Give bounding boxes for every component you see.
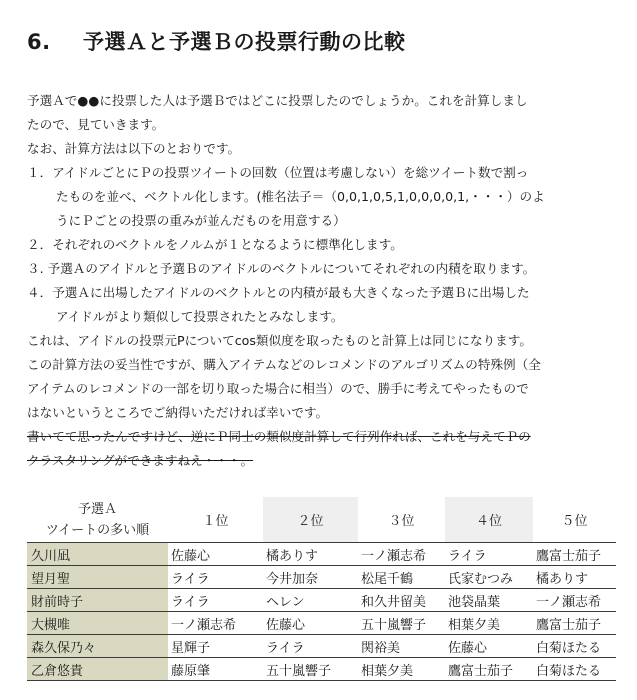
table-row bbox=[27, 589, 616, 612]
table-cell: 鷹富士茄子 bbox=[533, 543, 616, 566]
row-idol-name: 乙倉悠貴 bbox=[27, 658, 168, 681]
table-cell: 佐藤心 bbox=[168, 543, 263, 566]
list-item-1: １．アイドルごとにＰの投票ツイートの回数（位置は考慮しない）を総ツイート数で割っ bbox=[27, 165, 529, 180]
ranking-table bbox=[27, 497, 616, 681]
list-item-1-cont: うにＰごとの投票の重みが並んだものを用意する） bbox=[56, 213, 346, 228]
table-row bbox=[27, 612, 616, 635]
struck-line: 書いてて思ったんですけど、逆にＰ同士の類似度計算して行列作れば、これを与えてＰの bbox=[27, 429, 531, 444]
body-line: たので、見ていきます。 bbox=[27, 117, 165, 132]
list-item-2: ２．それぞれのベクトルをノルムが１となるように標準化します。 bbox=[27, 237, 403, 252]
row-idol-name: 久川凪 bbox=[27, 543, 168, 566]
table-cell: ライラ bbox=[263, 635, 358, 658]
table-cell: 五十嵐響子 bbox=[358, 612, 445, 635]
table-cell: 池袋晶葉 bbox=[445, 589, 533, 612]
body-line: この計算方法の妥当性ですが、購入アイテムなどのレコメンドのアルゴリズムの特殊例（全 bbox=[27, 357, 541, 372]
table-cell: 相葉夕美 bbox=[358, 658, 445, 681]
table-cell: 和久井留美 bbox=[358, 589, 445, 612]
row-idol-name: 森久保乃々 bbox=[27, 635, 168, 658]
table-cell: ライラ bbox=[168, 566, 263, 589]
table-cell: 一ノ瀬志希 bbox=[358, 543, 445, 566]
list-item-4-cont: アイドルがより類似して投票されたとみなします。 bbox=[56, 309, 344, 324]
table-cell: 松尾千鶴 bbox=[358, 566, 445, 589]
table-row bbox=[27, 543, 616, 566]
table-row bbox=[27, 635, 616, 658]
struck-line: クラスタリングができますねえ・・・。 bbox=[27, 453, 254, 468]
list-item-1-cont: たものを並べ、ベクトル化します。(椎名法子＝（0,0,1,0,5,1,0,0,0,0,1,・・・）のよ bbox=[56, 189, 545, 204]
body-line: はないというところでご納得いただければ幸いです。 bbox=[27, 405, 329, 420]
list-item-3: ３. 予選Ａのアイドルと予選Ｂのアイドルのベクトルについてそれぞれの内積を取ります。 bbox=[27, 261, 536, 276]
body-line: 予選Ａで●●に投票した人は予選Ｂではどこに投票したのでしょうか。これを計算しまし bbox=[27, 93, 528, 108]
table-cell: 橘ありす bbox=[533, 566, 616, 589]
table-cell: ヘレン bbox=[263, 589, 358, 612]
column-header-rank-3: ３位 bbox=[388, 514, 415, 529]
row-idol-name: 財前時子 bbox=[27, 589, 168, 612]
column-header-rank-4: ４位 bbox=[445, 497, 533, 543]
table-cell: ライラ bbox=[168, 589, 263, 612]
table-cell: 白菊ほたる bbox=[533, 658, 616, 681]
list-item-4: ４．予選Ａに出場したアイドルのベクトルとの内積が最も大きくなった予選Ｂに出場した bbox=[27, 285, 530, 300]
table-row bbox=[27, 566, 616, 589]
table-cell: 関裕美 bbox=[358, 635, 445, 658]
table-cell: 橘ありす bbox=[263, 543, 358, 566]
table-cell: 白菊ほたる bbox=[533, 635, 616, 658]
table-cell: 氏家むつみ bbox=[445, 566, 533, 589]
table-cell: 藤原肇 bbox=[168, 658, 263, 681]
table-cell: 佐藤心 bbox=[445, 635, 533, 658]
header-prelim-a: 予選Ａ bbox=[77, 501, 117, 517]
table-cell: 今井加奈 bbox=[263, 566, 358, 589]
column-header-rank-2: ２位 bbox=[263, 497, 358, 543]
column-header-rank-1: １位 bbox=[202, 514, 229, 529]
table-cell: 一ノ瀬志希 bbox=[533, 589, 616, 612]
body-line: これは、アイドルの投票元Pについてcos類似度を取ったものと計算上は同じになります。 bbox=[27, 333, 532, 348]
section-number: 6. bbox=[27, 30, 51, 54]
column-header-rank-5: ５位 bbox=[561, 514, 588, 529]
section-heading bbox=[27, 26, 406, 56]
table-cell: 鷹富士茄子 bbox=[533, 612, 616, 635]
table-cell: 星輝子 bbox=[168, 635, 263, 658]
table-cell: 五十嵐響子 bbox=[263, 658, 358, 681]
table-header-corner bbox=[27, 497, 168, 543]
body-line: なお、計算方法は以下のとおりです。 bbox=[27, 141, 241, 156]
table-row bbox=[27, 658, 616, 681]
table-cell: 佐藤心 bbox=[263, 612, 358, 635]
row-idol-name: 大槻唯 bbox=[27, 612, 168, 635]
table-cell: 相葉夕美 bbox=[445, 612, 533, 635]
table-cell: 鷹富士茄子 bbox=[445, 658, 533, 681]
section-title: 予選Ａと予選Ｂの投票行動の比較 bbox=[83, 30, 406, 54]
body-line: アイテムのレコメンドの一部を切り取った場合に相当）ので、勝手に考えてやったもので bbox=[27, 381, 529, 396]
table-cell: 一ノ瀬志希 bbox=[168, 612, 263, 635]
row-idol-name: 望月聖 bbox=[27, 566, 168, 589]
table-cell: ライラ bbox=[445, 543, 533, 566]
header-tweet-order: ツイートの多い順 bbox=[45, 522, 150, 538]
table-header-row bbox=[27, 497, 616, 543]
